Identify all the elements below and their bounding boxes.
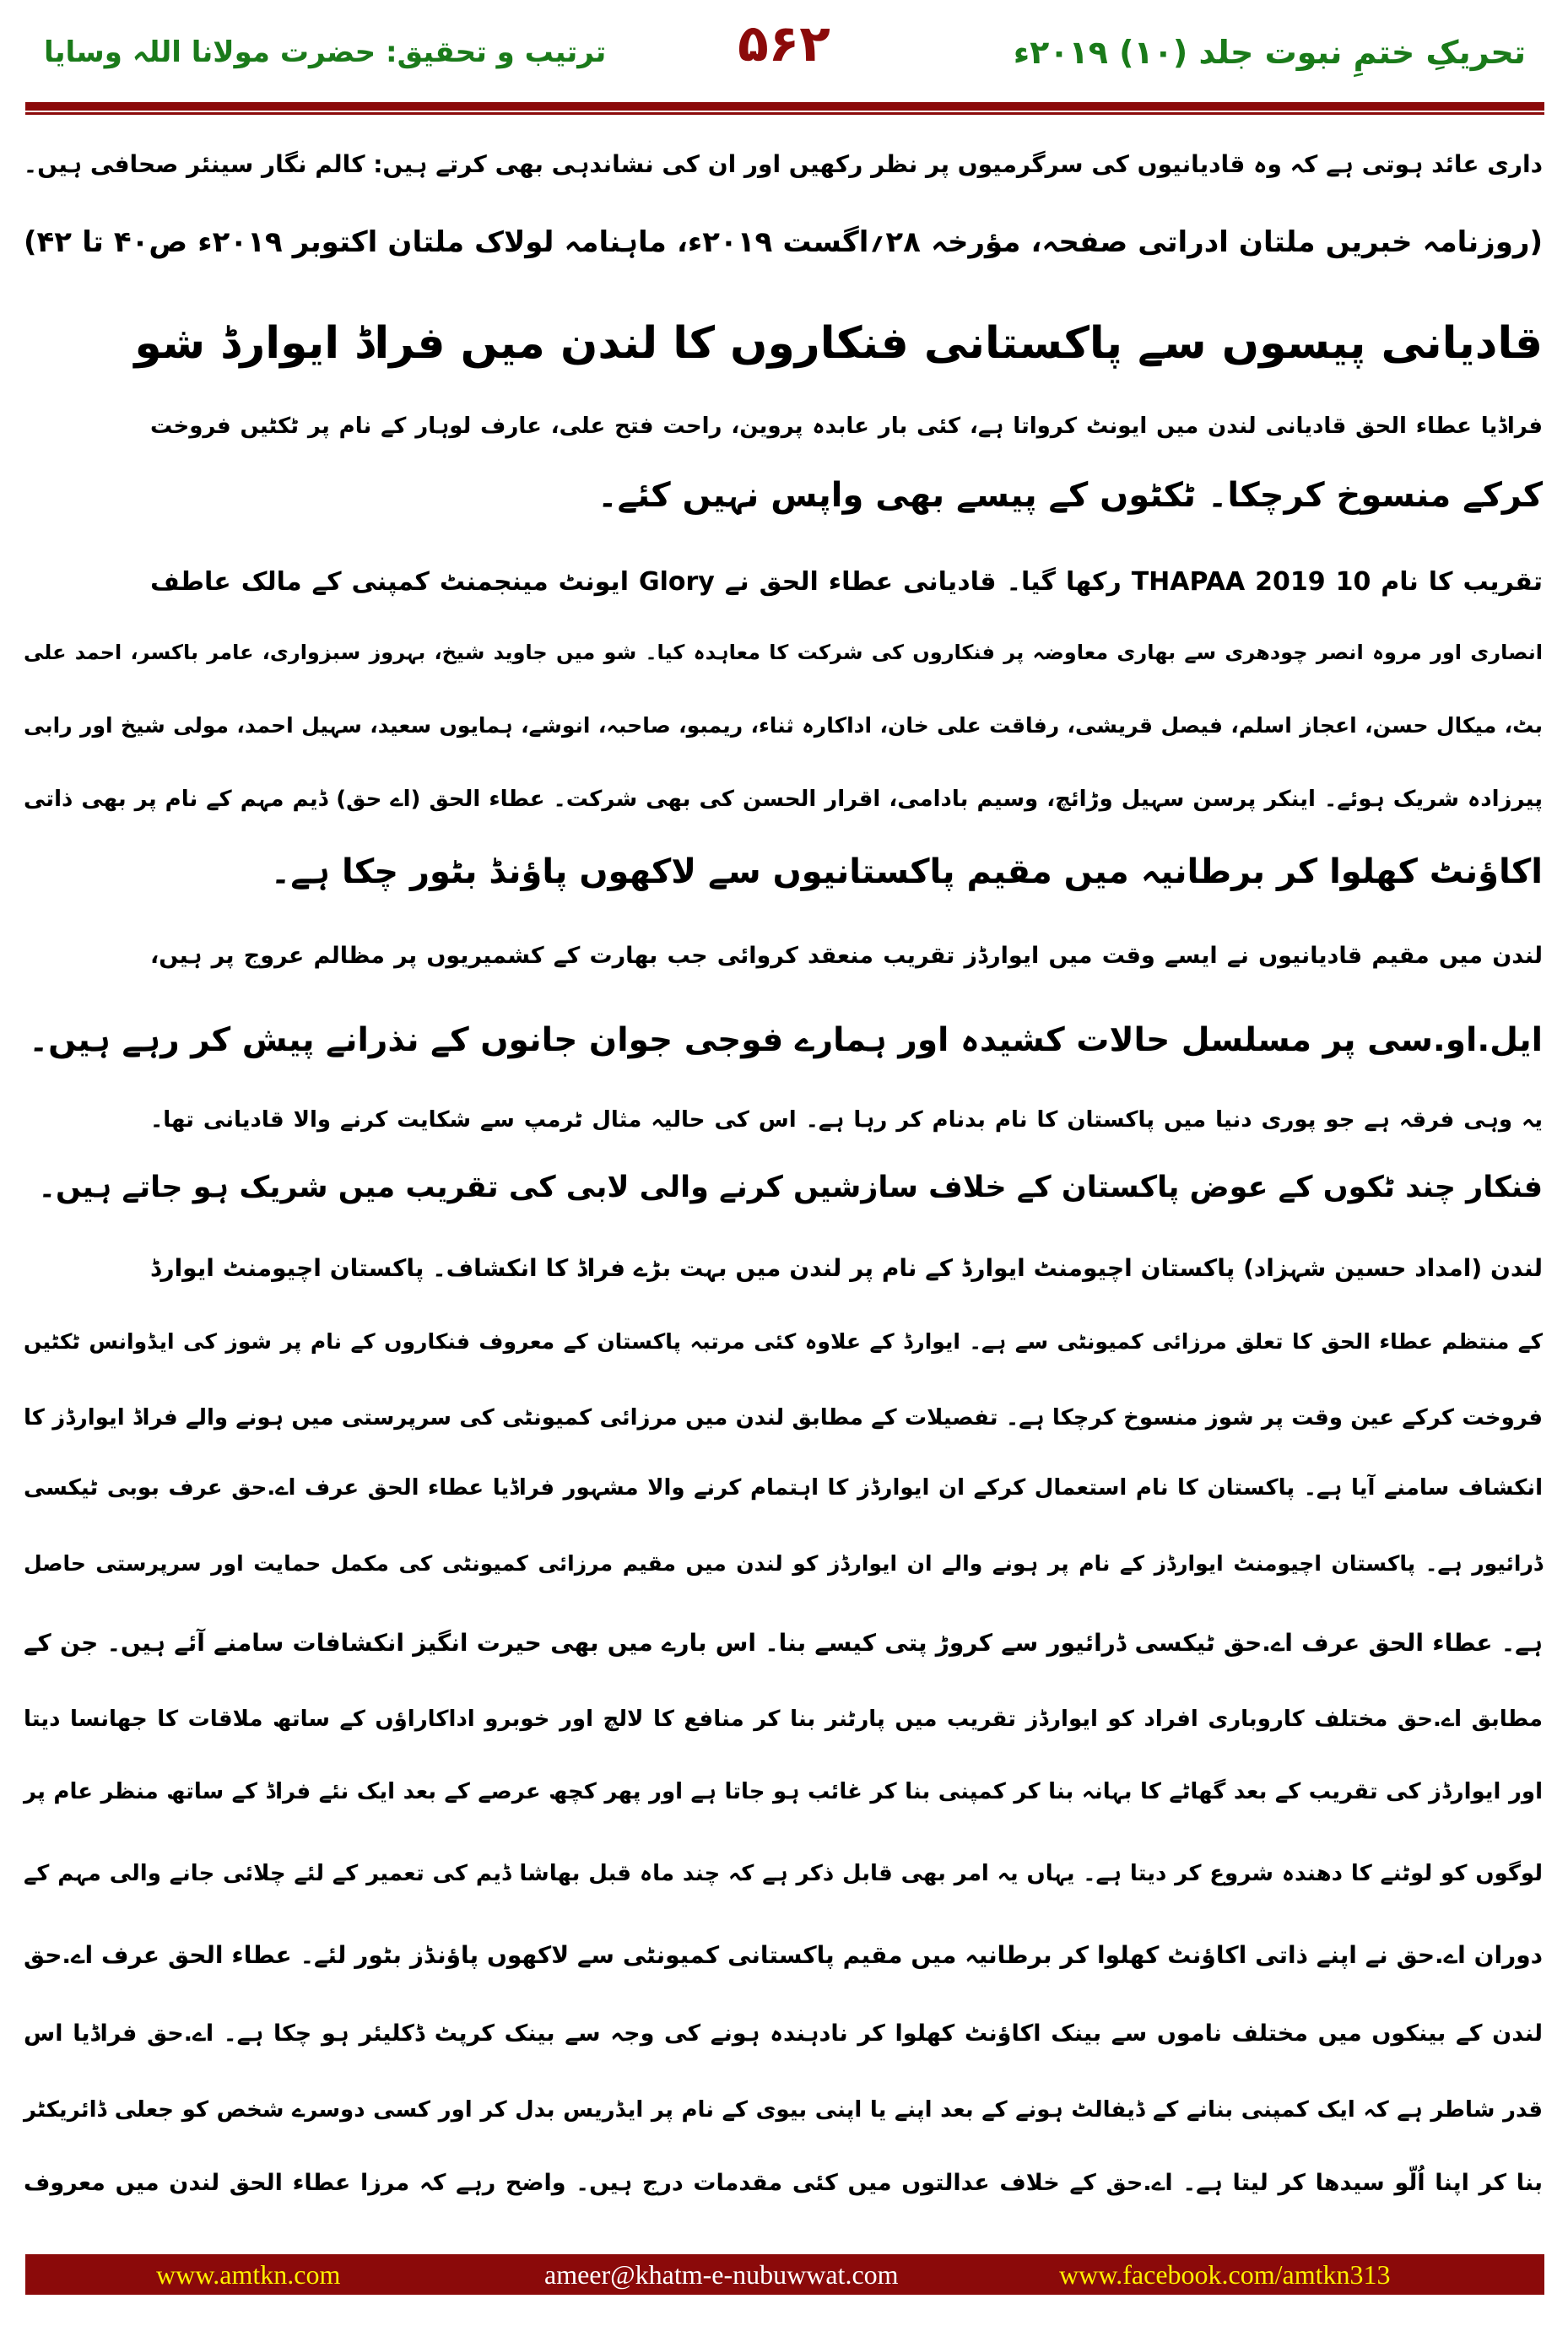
body-line: لندن میں مقیم قادیانیوں نے ایسے وقت میں ایوارڈز تقریب منعقد کروائی جب بھارت کے کشمیریوں پر مظالم عروج پر ہیں، — [150, 943, 1543, 969]
intro-line: داری عائد ہوتی ہے کہ وہ قادیانیوں کی سرگرمیوں پر نظر رکھیں اور ان کی نشاندہی بھی کرتے ہیں: کالم نگار سینئر صحافی ہیں۔ — [23, 150, 1543, 178]
body-line: یہ وہی فرقہ ہے جو پوری دنیا میں پاکستان کا نام بدنام کر رہا ہے۔ اس کی حالیہ مثال ٹرمپ سے شکایت کرنے والا قادیانی تھا۔ — [150, 1107, 1543, 1133]
header-divider-thin — [25, 112, 1544, 115]
body-line: لوگوں کو لوٹنے کا دھندہ شروع کر دیتا ہے۔ یہاں یہ امر بھی قابل ذکر ہے کہ چند ماہ قبل بھاشا ڈیم کی تعمیر کے لئے چلائی جانے والی مہم کے — [24, 1861, 1543, 1886]
citation: (روزنامہ خبریں ملتان ادراتی صفحہ، مؤرخہ ۲۸؍اگست ۲۰۱۹ء، ماہنامہ لولاک ملتان اکتوبر ۲۰۱۹ء ص۴۰ تا ۴۲) — [24, 225, 1543, 259]
footer-bar — [25, 2254, 1544, 2295]
body-line: لندن کے بینکوں میں مختلف ناموں سے بینک اکاؤنٹ کھلوا کر نادہندہ ہونے کی وجہ سے بینک کرپٹ ڈکلیئر ہو چکا ہے۔ اے.حق فراڈیا اس — [24, 2020, 1543, 2047]
facebook-link[interactable]: www.facebook.com/amtkn313 — [1059, 2259, 1391, 2290]
body-line: پیرزادہ شریک ہوئے۔ اینکر پرسن سہیل وڑائچ، وسیم بادامی، اقرار الحسن کی بھی شرکت۔ عطاء الحق (اے حق) ڈیم مہم کے نام پر بھی ذاتی — [24, 787, 1543, 812]
body-line: فنکار چند ٹکوں کے عوض پاکستان کے خلاف سازشیں کرنے والی لابی کی تقریب میں شریک ہو جاتے ہیں۔ — [38, 1171, 1543, 1204]
body-line: فروخت کرکے عین وقت پر شوز منسوخ کرچکا ہے۔ تفصیلات کے مطابق لندن میں مرزائی کمیونٹی کی سرپرستی میں ہونے والے فراڈ ایوارڈز کا — [24, 1405, 1543, 1431]
body-line: کے منتظم عطاء الحق کا تعلق مرزائی کمیونٹی سے ہے۔ ایوارڈ کے علاوہ کئی مرتبہ پاکستان کے معروف فنکاروں کے نام پر شوز کی ایڈوانس ٹکٹیں — [24, 1329, 1543, 1354]
website-link[interactable]: www.amtkn.com — [156, 2259, 341, 2290]
body-line: کرکے منسوخ کرچکا۔ ٹکٹوں کے پیسے بھی واپس نہیں کئے۔ — [597, 476, 1543, 515]
body-line: انکشاف سامنے آیا ہے۔ پاکستان کا نام استعمال کرکے ان ایوارڈز کا اہتمام کرنے والا مشہور فراڈیا عطاء الحق عرف اے.حق عرف بوبی ٹیکسی — [24, 1475, 1543, 1501]
body-line: بٹ، میکال حسن، اعجاز اسلم، فیصل قریشی، رفاقت علی خان، اداکارہ ثناء، ریمبو، صاحبہ، انوشے، ہمایوں سعید، سہیل احمد، مولی شیخ اور رابی — [24, 713, 1543, 738]
body-line: ڈرائیور ہے۔ پاکستان اچیومنٹ ایوارڈز کے نام پر ہونے والے ان ایوارڈز کو لندن میں مقیم مرزائی کمیونٹی کی مکمل حمایت اور سرپرستی حاصل — [24, 1551, 1543, 1576]
body-line: اور ایوارڈز کی تقریب کے بعد گھاٹے کا بہانہ بنا کر کمپنی بنا کر غائب ہو جاتا ہے اور پھر کچھ عرصے کے بعد ایک نئے فراڈ کے ساتھ منظر عام پر — [24, 1779, 1543, 1804]
body-line: فراڈیا عطاء الحق قادیانی لندن میں ایونٹ کرواتا ہے، کئی بار عابدہ پروین، راحت فتح علی، عارف لوہار کے نام پر ٹکٹیں فروخت — [150, 414, 1543, 439]
body-line: بنا کر اپنا اُلّو سیدھا کر لیتا ہے۔ اے.حق کے خلاف عدالتوں میں کئی مقدمات درج ہیں۔ واضح رہے کہ مرزا عطاء الحق لندن میں معروف — [24, 2170, 1543, 2196]
compiler-credit: ترتیب و تحقیق: حضرت مولانا اللہ وسایا — [44, 35, 607, 69]
page-number: ۵۶۲ — [738, 14, 830, 73]
body-line: انصاری اور مروہ انصر چودھری سے بھاری معاوضہ پر فنکاروں کی شرکت کا معاہدہ کیا۔ شو میں جاوید شیخ، بہروز سبزواری، عامر باکسر، احمد علی — [24, 641, 1543, 664]
body-line: تقریب کا نام 10 THAPAA 2019 رکھا گیا۔ قادیانی عطاء الحق نے Glory ایونٹ مینجمنٹ کمپنی کے مالک عاطف — [150, 567, 1543, 597]
body-line: مطابق اے.حق مختلف کاروباری افراد کو ایوارڈز تقریب میں پارٹنر بنا کر منافع کا لالچ اور خوبرو اداکاراؤں کے ساتھ ملاقات کا جھانسا دیتا — [24, 1706, 1543, 1732]
body-line: ایل.او.سی پر مسلسل حالات کشیدہ اور ہمارے فوجی جوان جانوں کے نذرانے پیش کر رہے ہیں۔ — [29, 1021, 1543, 1059]
body-line: قدر شاطر ہے کہ ایک کمپنی بنانے کے ڈیفالٹ ہونے کے بعد اپنے یا اپنی بیوی کے نام پر ایڈریس بدل کر اور کسی دوسرے شخص کو جعلی ڈائریکٹر — [24, 2097, 1544, 2123]
book-title: تحریکِ ختمِ نبوت جلد (۱۰) ۲۰۱۹ء — [1013, 34, 1526, 71]
email-link[interactable]: ameer@khatm-e-nubuwwat.com — [544, 2259, 899, 2290]
body-line: اکاؤنٹ کھلوا کر برطانیہ میں مقیم پاکستانیوں سے لاکھوں پاؤنڈ بٹور چکا ہے۔ — [270, 852, 1543, 891]
body-line: ہے۔ عطاء الحق عرف اے.حق ٹیکسی ڈرائیور سے کروڑ پتی کیسے بنا۔ اس بارے میں بھی حیرت انگیز انکشافات سامنے آئے ہیں۔ جن کے — [24, 1629, 1543, 1657]
body-line: دوران اے.حق نے اپنے ذاتی اکاؤنٹ کھلوا کر برطانیہ میں مقیم پاکستانی کمیونٹی سے لاکھوں پاؤنڈز بٹور لئے۔ عطاء الحق عرف اے.حق — [24, 1941, 1543, 1969]
article-title: قادیانی پیسوں سے پاکستانی فنکاروں کا لندن میں فراڈ ایوارڈ شو — [134, 318, 1543, 369]
header-divider-thick — [25, 102, 1544, 111]
body-line: لندن (امداد حسین شہزاد) پاکستان اچیومنٹ ایوارڈ کے نام پر لندن میں بہت بڑے فراڈ کا انکشاف۔ پاکستان اچیومنٹ ایوارڈ — [150, 1254, 1543, 1282]
